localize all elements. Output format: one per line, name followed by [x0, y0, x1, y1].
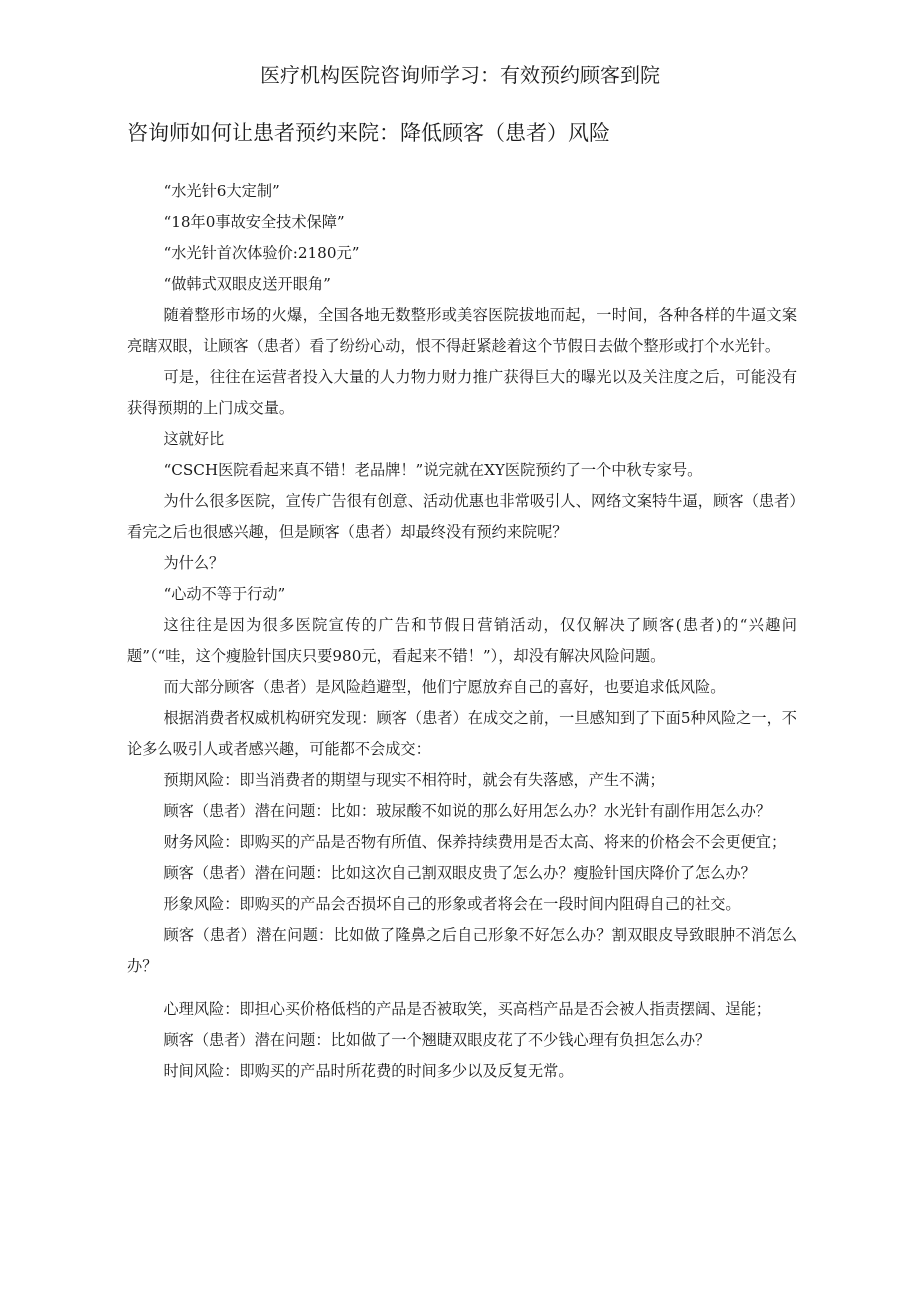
body-paragraph: 而大部分顾客（患者）是风险趋避型，他们宁愿放弃自己的喜好，也要追求低风险。 — [163, 678, 726, 696]
risk-definition: 心理风险：即担心买价格低档的产品是否被取笑，买高档产品是否会被人指责摆阔、逞能； — [163, 1000, 771, 1018]
quote-line: “心动不等于行动” — [163, 585, 286, 603]
body-paragraph: 这就好比 — [163, 430, 225, 448]
quote-line: “水光针6大定制” — [163, 182, 280, 200]
body-paragraph: 这往往是因为很多医院宣传的广告和节假日营销活动，仅仅解决了顾客(患者)的“兴趣问题”（“哇，这个瘦脸针国庆只要980元，看起来不错！”），却没有解决风险问题。 — [127, 616, 797, 665]
body-paragraph: 为什么很多医院，宣传广告很有创意、活动优惠也非常吸引人、网络文案特牛逼，顾客（患者）看完之后也很感兴趣，但是顾客（患者）却最终没有预约来院呢？ — [127, 492, 797, 541]
body-paragraph: 随着整形市场的火爆，全国各地无数整形或美容医院拔地而起，一时间，各种各样的牛逼文案亮瞎双眼，让顾客（患者）看了纷纷心动，恨不得赶紧趁着这个节假日去做个整形或打个水光针。 — [127, 306, 797, 355]
quote-line: “18年0事故安全技术保障” — [163, 213, 345, 231]
document-body — [127, 176, 797, 1087]
risk-example: 顾客（患者）潜在问题：比如这次自己割双眼皮贵了怎么办？瘦脸针国庆降价了怎么办？ — [163, 864, 756, 882]
risk-example: 顾客（患者）潜在问题：比如做了一个翘睫双眼皮花了不少钱心理有负担怎么办？ — [163, 1031, 711, 1049]
risk-definition: 时间风险：即购买的产品时所花费的时间多少以及反复无常。 — [163, 1062, 574, 1080]
body-paragraph: 可是，往往在运营者投入大量的人力物力财力推广获得巨大的曝光以及关注度之后，可能没有获得预期的上门成交量。 — [127, 368, 797, 417]
body-paragraph: 根据消费者权威机构研究发现：顾客（患者）在成交之前，一旦感知到了下面5种风险之一，不论多么吸引人或者感兴趣，可能都不会成交： — [127, 709, 797, 758]
body-paragraph: “CSCH医院看起来真不错！老品牌！”说完就在XY医院预约了一个中秋专家号。 — [163, 461, 703, 479]
document-subtitle: 咨询师如何让患者预约来院：降低顾客（患者）风险 — [127, 121, 610, 145]
document-title: 医疗机构医院咨询师学习：有效预约顾客到院 — [260, 63, 660, 87]
risk-definition: 形象风险：即购买的产品会否损坏自己的形象或者将会在一段时间内阻碍自己的社交。 — [163, 895, 741, 913]
risk-example: 顾客（患者）潜在问题：比如做了隆鼻之后自己形象不好怎么办？割双眼皮导致眼肿不消怎么办？ — [127, 926, 797, 975]
quote-line: “做韩式双眼皮送开眼角” — [163, 275, 331, 293]
body-paragraph: 为什么？ — [163, 554, 225, 572]
risk-example: 顾客（患者）潜在问题：比如：玻尿酸不如说的那么好用怎么办？水光针有副作用怎么办？ — [163, 802, 771, 820]
quote-line: “水光针首次体验价:2180元” — [163, 244, 360, 262]
risk-definition: 预期风险：即当消费者的期望与现实不相符时，就会有失落感，产生不满； — [163, 771, 665, 789]
risk-definition: 财务风险：即购买的产品是否物有所值、保养持续费用是否太高、将来的价格会不会更便宜； — [163, 833, 787, 851]
